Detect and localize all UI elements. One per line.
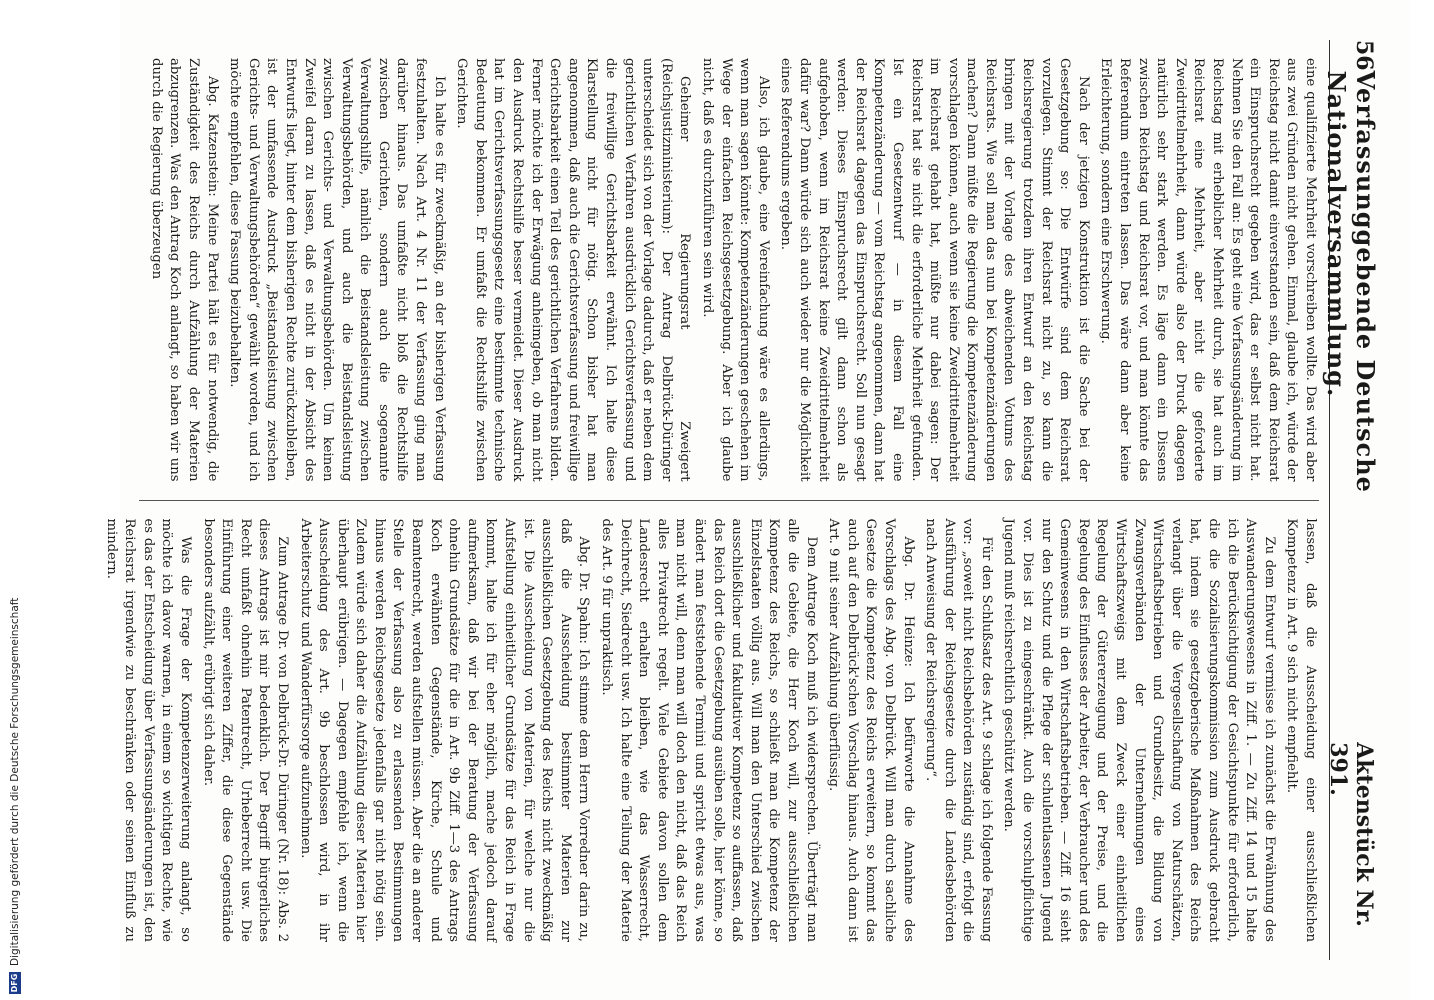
paragraph: Abg. Dr. Spahn: Ich stimme dem Herrn Vorredner darin zu, daß die Ausscheidung bestimmter Materien zur ausschließlichen Gesetzgebung des Reichs nicht zweckmäßig ist. Die Ausscheidung von Materien, für welche nur die Aufstellung einheitlicher Grundsätze für das Reich in Frage kommt, halte ich für eher möglich, mache jedoch darauf aufmerksam, daß wir bei der Beratung der Verfassung ohnehin Grundsätze für die in Art. 9b Ziff. 1—3 des Antrags Koch erwähnten Gegenstände, Kirche, Schule und Beamtenrecht, werden aufstellen müssen. Aber die an anderer Stelle der Verfassung also zu erlassenden Bestimmungen hinaus werden Reichsgesetze jedenfalls gar nicht nötig sein. Zudem würde sich daher die Aufzählung dieser Materien hier überhaupt erübrigen. — Dagegen empfehle ich, wenn die Ausscheidung des Art. 9b beschlossen wird, in ihr Arbeiterschutz und Wanderfürsorge aufzunehmen. <box>297 518 592 942</box>
paragraph: Ich halte es für zweckmäßig, an der bisherigen Verfassung festzuhalten. Nach Art. 4 Nr. 11 der Verfassung ging man darüber hinaus. Das umfaßte nicht bloß die Rechtshilfe zwischen Gerichten, sondern auch die sogenannte Verwaltungshilfe, nämlich die Beistandsleistung zwischen Verwaltungsbehörden, und auch die Beistandsleistung zwischen Gerichts- und Verwaltungsbehörden. Um keinen Zweifel daran zu lassen, daß es nicht in der Absicht des Entwurfs liegt, hinter dem bisherigen Rechte zurückzubleiben, ist der umfassende Ausdruck „Beistandsleistung zwischen Gerichts- und Verwaltungsbehörden“ gewählt worden, und ich möchte empfehlen, diese Fassung beizubehalten. <box>227 58 447 482</box>
paragraph: Abg. Dr. Heinze: Ich befürworte die Annahme des Vorschlags des Abg. von Delbrück. Will man durch sachliche Gesetze die Kompetenz des Reichs erweitern, so kommt das auch auf den Delbrück'schen Vorschlag hinaus. Auch dann ist Art. 9 mit seiner Aufzählung überflüssig. <box>826 518 916 942</box>
text-columns <box>103 40 1319 960</box>
paragraph: Was die Frage der Kompetenzerweiterung anlangt, so möchte ich davor warnen, in einem so wichtigen Rechte, wie es das der Entscheidung über Verfassungsänderungen ist, den Reichsrat irgendwie zu beschränken oder seinen Einfluß zu mindern. <box>103 518 193 942</box>
dfg-logo-icon: DFG <box>10 973 19 993</box>
paragraph: Geheimer Regierungsrat Zweigert (Reichsjustizministerium): Der Antrag Delbrück-Düringer unterscheidet sich von der Vorlage dadurch, daß er neben dem gerichtlichen Verfahren ausdrücklich Gerichtsverfassung und die freiwillige Gerichtsbarkeit erwähnt. Ich halte diese Klarstellung nicht für nötig. Schon bisher hat man angenommen, daß auch die Gerichtsverfassung und freiwillige Gerichtsbarkeit einen Teil des gerichtlichen Verfahrens bilden. Ferner möchte ich der Erwägung anheimgeben, ob man nicht den Ausdruck Rechtshilfe besser vermeidet. Dieser Ausdruck hat im Gerichtsverfassungsgesetz eine bestimmte technische Bedeutung bekommen. Er umfaßt die Rechtshilfe zwischen Gerichten. <box>454 58 693 482</box>
document-id: Aktenstück Nr. 391. <box>1325 742 1377 927</box>
paragraph: Also, ich glaube, eine Vereinfachung wäre es allerdings, wenn man sagen könnte: Kompetenzänderungen geschehen im Wege der einfachen Reichsgesetzgebung. Aber ich glaube nicht, daß es durchzuführen sein wird. <box>700 58 771 482</box>
paragraph: Zu dem Entwurf vermisse ich zunächst die Erwähnung des Auswanderungswesens in Ziff. 1. — Zu Ziff. 14 und 15 halte ich die Berücksichtigung der Gesichtspunkte für erforderlich, die die Sozialisierungskommission zum Ausdruck gebracht hat, indem sie gesetzgeberische Maßnahmen des Reichs verlangt über die Vergesellschaftung von Naturschätzen, Wirtschaftsbetrieben und Grundbesitz, die Bildung von Zwangsverbänden der Unternehmungen eines Wirtschaftszweigs mit dem Zweck einer einheitlichen Regelung der Gütererzeugung und der Preise, und die Regelung des Einflusses der Arbeiter, der Verbraucher und des Gemeinwesens in den Wirtschaftsbetrieben. — Ziff. 16 sieht nur den Schutz und die Pflege der schulentlassenen Jugend vor. Dies ist zu eingeschränkt. Auch die vorschulpflichtige Jugend muß reichsrechtlich geschützt werden. <box>1001 518 1277 942</box>
page-number: 56 <box>1351 40 1377 71</box>
paragraph: Abg. Katzenstein: Meine Partei hält es für notwendig, die Zuständigkeit des Reichs durch Aufzählung der Materien abzugrenzen. Was den Antrag Koch anlangt, so haben wir uns durch die Regierung überzeugen <box>148 58 220 482</box>
right-column <box>103 500 1319 961</box>
paragraph: eine qualifizierte Mehrheit vorschreiben wollte. Das wird aber aus zwei Gründen nicht gehen. Einmal, glaube ich, würde der Reichstag nicht damit einverstanden sein, daß dem Reichsrat ein Einspruchsrecht gegeben wird, das er selbst nicht hat. Nehmen Sie den Fall an: Es geht eine Verfassungsänderung im Reichstag mit erheblicher Mehrheit durch, sie hat auch im Reichsrat eine Mehrheit, aber nicht die geforderte Zweidrittelmehrheit, dann würde also der Druck dagegen natürlich sehr stark werden. Es läge dann ein Dissens zwischen Reichstag und Reichsrat vor, und man könnte das Referendum eintreten lassen. Das wäre dann aber keine Erleichterung, sondern eine Erschwerung. <box>1098 58 1318 482</box>
paragraph: Dem Antrage Koch muß ich widersprechen. Überträgt man alle die Gebiete, die Herr Koch will, zur ausschließlichen Kompetenz des Reichs, so schließt man die Kompetenz der Einzelstaaten völlig aus. Will man den Unterschied zwischen ausschließlicher und fakultativer Kompetenz so auffassen, daß das Reich dort die Gesetzgebung ausüben solle, hier könne, so ändert man feststehende Termini und spricht etwas aus, was man nicht will, denn man will doch den nicht, daß das Reich alles Privatrecht regelt. Viele Gebiete davon sollen dem Landesrecht erhalten bleiben, wie das Wasserrecht, Deichrecht, Siedrecht usw. Ich halte eine Teilung der Materie des Art. 9 für unpraktisch. <box>599 518 819 942</box>
paragraph: Zum Antrage Dr. von Delbrück-Dr. Düringer (Nr. 18): Abs. 2 dieses Antrags ist mir bedenklich. Der Begriff bürgerliches Recht umfaßt ohnehin Patentrecht, Urheberrecht usw. Die Einführung einer weiteren Ziffer, die diese Gegenstände besonders aufzählt, erübrigt sich daher. <box>200 518 290 942</box>
paragraph: Nach der jetzigen Konstruktion ist die Sache bei der Gesetzgebung so: Die Entwürfe sind dem Reichsrat vorzulegen. Stimmt der Reichsrat nicht zu, so kann die Reichsregierung trotzdem ihren Entwurf an den Reichstag bringen mit der Vorlage des abweichenden Votums des Reichsrats. Wie soll man das nun bei Kompetenzänderungen machen? Dann müßte die Regierung die Kompetenzänderung vorschlagen können, auch wenn sie keine Zweidrittelmehrheit im Reichsrat gehabt hat, müßte nur dabei sagen: Der Reichsrat hat sie nicht die erforderliche Mehrheit gefunden. Ist ein Gesetzentwurf — in diesem Fall eine Kompetenzänderung — vom Reichstag angenommen, dann hat der Reichsrat dagegen das Einspruchsrecht. Soll nun gesagt werden: Dieses Einspruchsrecht gilt dann schon als aufgehoben, wenn im Reichsrat keine Zweidrittelmehrheit dafür war? Dann würde sich auch wieder nur die Möglichkeit eines Referendums ergeben. <box>778 58 1091 482</box>
paragraph: lassen, daß die Ausscheidung einer ausschließlichen Kompetenz in Art. 9 sich nicht empfiehlt. <box>1284 518 1318 942</box>
digitization-note-text: Digitalisierung gefördert durch die Deutsche Forschungsgemeinschaft <box>9 597 21 966</box>
running-title: Verfassunggebende Deutsche Nationalversammlung. <box>1322 70 1380 493</box>
page-header <box>1322 40 1380 960</box>
left-column <box>139 40 1319 500</box>
digitization-note <box>4 0 26 1000</box>
rotated-page <box>103 0 1410 1000</box>
paragraph: Für den Schlußsatz des Art. 9 schlage ich folgende Fassung vor: „soweit nicht Reichsbehörden zuständig sind, erfolgt die Ausführung der Reichsgesetze durch die Landesbehörden nach Anweisung der Reichsregierung“. <box>923 518 994 942</box>
